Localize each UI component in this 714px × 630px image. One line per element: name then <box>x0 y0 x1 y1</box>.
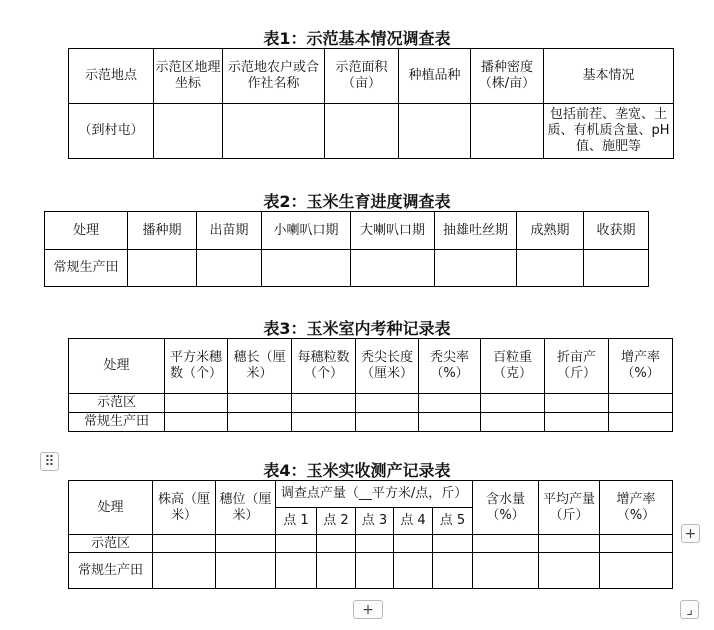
table2-cell[interactable] <box>351 250 435 287</box>
table2-cell[interactable] <box>128 250 197 287</box>
table1-header-cell[interactable]: 基本情况 <box>544 49 674 104</box>
table3-cell[interactable] <box>609 394 673 413</box>
table4-header-cell[interactable]: 处理 <box>69 481 153 535</box>
add-column-button[interactable]: + <box>681 524 700 543</box>
table1-header-cell[interactable]: 示范面积（亩） <box>325 49 399 104</box>
table3 <box>68 338 673 432</box>
table4-cell[interactable] <box>216 553 276 589</box>
table4-cell[interactable] <box>276 535 317 553</box>
table4-cell[interactable] <box>317 553 356 589</box>
table1-cell[interactable]: （到村屯） <box>69 104 154 159</box>
table4-cell[interactable] <box>394 535 433 553</box>
table1-header-cell[interactable]: 示范区地理坐标 <box>154 49 223 104</box>
table3-cell[interactable] <box>228 394 292 413</box>
table4-cell[interactable] <box>539 553 600 589</box>
table4-cell[interactable] <box>216 535 276 553</box>
table3-header-cell[interactable]: 增产率（%） <box>609 339 673 394</box>
table3-header-cell[interactable]: 百粒重（克） <box>481 339 545 394</box>
table2-cell[interactable]: 常规生产田 <box>45 250 128 287</box>
table4-header-cell[interactable]: 增产率（%） <box>600 481 673 535</box>
table1 <box>68 48 674 159</box>
table3-cell[interactable] <box>545 394 609 413</box>
table2-header-cell[interactable]: 小喇叭口期 <box>262 212 351 250</box>
table2-header-cell[interactable]: 抽雄吐丝期 <box>435 212 517 250</box>
table2-title: 表2：玉米生育进度调查表 <box>263 192 451 211</box>
table4-cell[interactable] <box>539 535 600 553</box>
table-move-handle-icon[interactable]: ⠿ <box>40 452 59 471</box>
table3-header-cell[interactable]: 平方米穗数（个） <box>165 339 228 394</box>
table1-cell[interactable] <box>399 104 471 159</box>
table1-cell[interactable] <box>471 104 544 159</box>
table4-cell[interactable] <box>356 535 394 553</box>
table3-header-cell[interactable]: 处理 <box>69 339 165 394</box>
table4-cell[interactable] <box>600 535 673 553</box>
table2-header-cell[interactable]: 播种期 <box>128 212 197 250</box>
table4-cell[interactable] <box>600 553 673 589</box>
table3-cell[interactable] <box>292 413 356 432</box>
table4-cell[interactable] <box>317 535 356 553</box>
table4-header-cell[interactable]: 平均产量（斤） <box>539 481 600 535</box>
table3-cell[interactable] <box>228 413 292 432</box>
table1-cell[interactable] <box>223 104 325 159</box>
table4-subheader-cell[interactable]: 点 4 <box>394 508 433 535</box>
table2-header-cell[interactable]: 大喇叭口期 <box>351 212 435 250</box>
table3-header-cell[interactable]: 秃尖长度（厘米） <box>356 339 419 394</box>
table1-header-cell[interactable]: 播种密度（株/亩） <box>471 49 544 104</box>
table3-header-cell[interactable]: 每穗粒数（个） <box>292 339 356 394</box>
table2-cell[interactable] <box>197 250 262 287</box>
table4-header-cell[interactable]: 调查点产量（__平方米/点，斤） <box>276 481 473 508</box>
table3-cell[interactable] <box>356 394 419 413</box>
table2-cell[interactable] <box>517 250 584 287</box>
table-resize-handle-icon[interactable]: ⌟ <box>680 600 699 619</box>
table4-cell[interactable] <box>473 553 539 589</box>
table4-cell[interactable] <box>356 553 394 589</box>
table4-cell[interactable] <box>394 553 433 589</box>
table4-cell[interactable] <box>433 535 473 553</box>
table4-cell[interactable] <box>153 535 216 553</box>
table2-cell[interactable] <box>435 250 517 287</box>
table3-header-cell[interactable]: 折亩产（斤） <box>545 339 609 394</box>
table1-title: 表1：示范基本情况调查表 <box>263 29 451 48</box>
table4-subheader-cell[interactable]: 点 1 <box>276 508 317 535</box>
table1-cell[interactable] <box>154 104 223 159</box>
table4-header-cell[interactable]: 株高（厘米） <box>153 481 216 535</box>
table3-cell[interactable]: 常规生产田 <box>69 413 165 432</box>
table4-subheader-cell[interactable]: 点 5 <box>433 508 473 535</box>
table4-header-cell[interactable]: 含水量（%） <box>473 481 539 535</box>
table2-header-cell[interactable]: 处理 <box>45 212 128 250</box>
table4-cell[interactable] <box>153 553 216 589</box>
table2 <box>44 211 649 287</box>
table3-cell[interactable] <box>419 413 481 432</box>
table1-header-cell[interactable]: 示范地农户或合作社名称 <box>223 49 325 104</box>
table4 <box>68 480 673 589</box>
table3-cell[interactable] <box>481 394 545 413</box>
table3-cell[interactable] <box>165 413 228 432</box>
table1-header-cell[interactable]: 示范地点 <box>69 49 154 104</box>
table4-header-cell[interactable]: 穗位（厘米） <box>216 481 276 535</box>
table3-cell[interactable] <box>292 394 356 413</box>
table4-cell[interactable] <box>276 553 317 589</box>
table4-subheader-cell[interactable]: 点 3 <box>356 508 394 535</box>
table3-header-cell[interactable]: 秃尖率（%） <box>419 339 481 394</box>
table2-header-cell[interactable]: 成熟期 <box>517 212 584 250</box>
table4-cell[interactable]: 常规生产田 <box>69 553 153 589</box>
table2-cell[interactable] <box>262 250 351 287</box>
table4-cell[interactable]: 示范区 <box>69 535 153 553</box>
table3-header-cell[interactable]: 穗长（厘米） <box>228 339 292 394</box>
table4-title: 表4：玉米实收测产记录表 <box>263 461 451 480</box>
table4-cell[interactable] <box>473 535 539 553</box>
table1-cell[interactable] <box>325 104 399 159</box>
table3-cell[interactable] <box>609 413 673 432</box>
table2-cell[interactable] <box>584 250 649 287</box>
table1-header-cell[interactable]: 种植品种 <box>399 49 471 104</box>
table3-title: 表3：玉米室内考种记录表 <box>263 319 451 338</box>
table4-cell[interactable] <box>433 553 473 589</box>
table3-cell[interactable] <box>165 394 228 413</box>
table3-cell[interactable] <box>545 413 609 432</box>
table3-cell[interactable] <box>356 413 419 432</box>
table3-cell[interactable] <box>481 413 545 432</box>
table3-cell[interactable] <box>419 394 481 413</box>
table1-cell[interactable]: 包括前茬、垄宽、土质、有机质含量、pH 值、施肥等 <box>544 104 674 159</box>
add-row-button[interactable]: + <box>353 600 383 619</box>
table3-cell[interactable]: 示范区 <box>69 394 165 413</box>
table2-header-cell[interactable]: 出苗期 <box>197 212 262 250</box>
table4-subheader-cell[interactable]: 点 2 <box>317 508 356 535</box>
table2-header-cell[interactable]: 收获期 <box>584 212 649 250</box>
